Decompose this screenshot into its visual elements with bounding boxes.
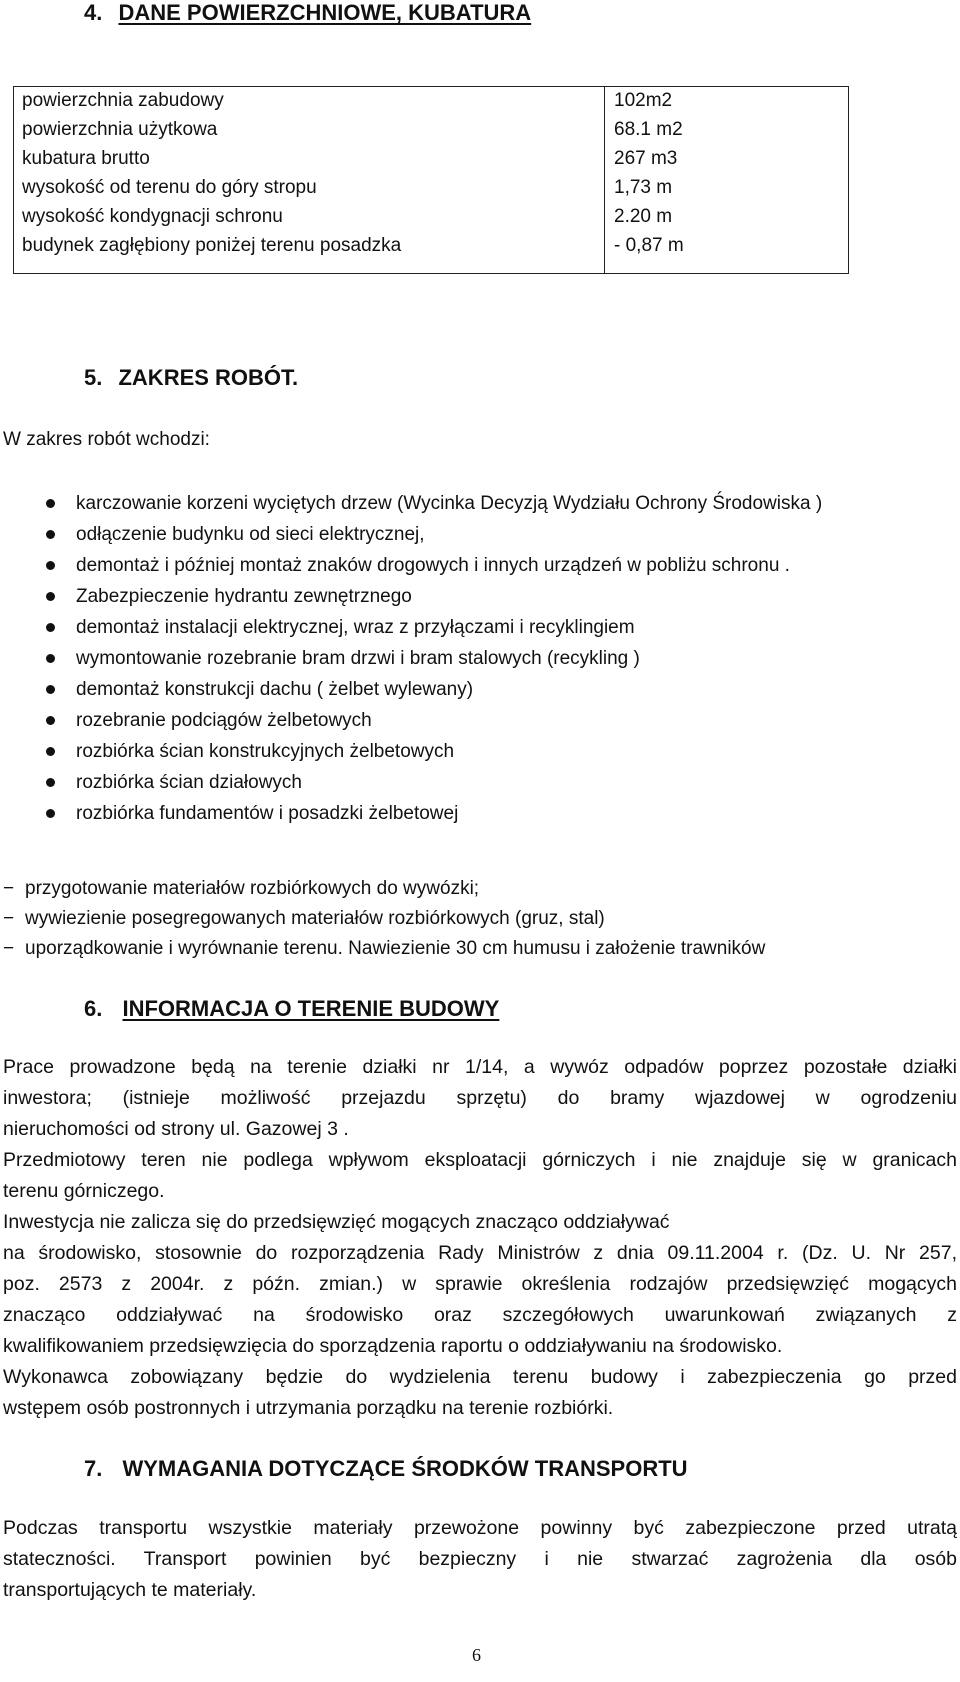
table-row-value: 1,73 m [614,177,673,198]
table-row-value: - 0,87 m [614,235,684,256]
list-item-text: wymontowanie rozebranie bram drzwi i bram stalowych (recykling ) [76,648,640,669]
list-item-text: uporządkowanie i wyrównanie terenu. Nawiezienie 30 cm humusu i założenie trawników [25,938,766,959]
section-6-number: 6. [84,996,103,1021]
bullet-icon [46,623,55,632]
paragraph-line: nieruchomości od strony ul. Gazowej 3 . [3,1118,349,1140]
section-5-intro: W zakres robót wchodzi: [3,429,210,450]
bullet-icon [46,530,55,539]
table-row-label: kubatura brutto [22,148,150,169]
paragraph-line: na środowisko, stosownie do rozporządzenia Rady Ministrów z dnia 09.11.2004 r. (Dz. U. Nr 257, [3,1242,957,1264]
section-6-title: INFORMACJA O TERENIE BUDOWY [122,996,500,1021]
list-item-text: wywiezienie posegregowanych materiałów rozbiórkowych (gruz, stal) [25,908,605,929]
list-item-text: Zabezpieczenie hydrantu zewnętrznego [76,586,412,607]
page-number: 6 [472,1645,481,1665]
list-item-text: demontaż i później montaż znaków drogowych i innych urządzeń w pobliżu schronu . [76,555,790,576]
paragraph-line: kwalifikowaniem przedsięwzięcia do sporządzenia raportu o oddziaływaniu na środowisko. [3,1335,783,1357]
section-6-heading [84,996,499,1022]
paragraph-line: Wykonawca zobowiązany będzie do wydzielenia terenu budowy i zabezpieczenia go przed [3,1366,957,1388]
bullet-icon [46,654,55,663]
section-7-number: 7. [84,1456,103,1481]
table-row [14,230,848,261]
list-item-text: rozbiórka ścian działowych [76,772,302,793]
list-item-text: karczowanie korzeni wyciętych drzew (Wycinka Decyzją Wydziału Ochrony Środowiska ) [76,493,823,514]
table-row-label: powierzchnia zabudowy [22,90,224,111]
section-5-heading [84,365,298,391]
table-row-label: budynek zagłębiony poniżej terenu posadzka [22,235,402,256]
list-item-text: rozbiórka fundamentów i posadzki żelbetowej [76,803,459,824]
section-5-number: 5. [84,365,103,390]
table-row [14,201,848,232]
section-4-title: DANE POWIERZCHNIOWE, KUBATURA [118,0,532,25]
list-item-text: przygotowanie materiałów rozbiórkowych do wywózki; [25,878,480,899]
paragraph-line: Podczas transportu wszystkie materiały przewożone powinny być zabezpieczone przed utratą [3,1517,957,1539]
bullet-icon [46,592,55,601]
table-row-label: wysokość od terenu do góry stropu [22,177,317,198]
bullet-icon [46,685,55,694]
paragraph-line: Prace prowadzone będą na terenie działki nr 1/14, a wywóz odpadów poprzez pozostałe działki [3,1056,957,1078]
bullet-icon [46,561,55,570]
area-table [13,86,849,274]
paragraph-line: transportujących te materiały. [3,1579,257,1601]
bullet-icon [46,716,55,725]
table-row-value: 2.20 m [614,206,673,227]
table-row-value: 267 m3 [614,148,678,169]
paragraph-line: wstępem osób postronnych i utrzymania porządku na terenie rozbiórki. [3,1397,614,1419]
table-row [14,143,848,174]
dash-marker: − [3,878,15,899]
paragraph-line: terenu górniczego. [3,1180,165,1202]
list-item-text: odłączenie budynku od sieci elektrycznej, [76,524,425,545]
table-row-value: 68.1 m2 [614,119,683,140]
list-item-text: rozebranie podciągów żelbetowych [76,710,372,731]
bullet-icon [46,747,55,756]
table-row [14,114,848,145]
list-item-text: rozbiórka ścian konstrukcyjnych żelbetowych [76,741,455,762]
list-item-text: demontaż konstrukcji dachu ( żelbet wylewany) [76,679,474,700]
paragraph-line: poz. 2573 z 2004r. z późn. zmian.) w sprawie określenia rodzajów przedsięwzięć mogących [3,1273,957,1295]
paragraph-line: znacząco oddziaływać na środowisko oraz szczegółowych uwarunkowań związanych z [3,1304,957,1326]
section-5-title: ZAKRES ROBÓT. [118,365,299,390]
list-item-text: demontaż instalacji elektrycznej, wraz z przyłączami i recyklingiem [76,617,635,638]
table-row [14,172,848,203]
bullet-icon [46,809,55,818]
bullet-icon [46,499,55,508]
bullet-icon [46,778,55,787]
paragraph-line: inwestora; (istnieje możliwość przejazdu sprzętu) do bramy wjazdowej w ogrodzeniu [3,1087,957,1109]
section-4-number: 4. [84,0,103,25]
section-7-title: WYMAGANIA DOTYCZĄCE ŚRODKÓW TRANSPORTU [122,1456,688,1481]
table-row-label: wysokość kondygnacji schronu [22,206,283,227]
table-row [14,85,848,116]
dash-marker: − [3,938,15,959]
section-4-heading [84,0,531,26]
paragraph-line: Inwestycja nie zalicza się do przedsięwzięć mogących znacząco oddziaływać [3,1211,670,1233]
paragraph-line: stateczności. Transport powinien być bezpieczny i nie stwarzać zagrożenia dla osób [3,1548,957,1570]
dash-marker: − [3,908,15,929]
section-7-heading [84,1456,688,1482]
table-row-value: 102m2 [614,90,673,111]
table-row-label: powierzchnia użytkowa [22,119,218,140]
paragraph-line: Przedmiotowy teren nie podlega wpływom eksploatacji górniczych i nie znajduje się w granicach [3,1149,957,1171]
